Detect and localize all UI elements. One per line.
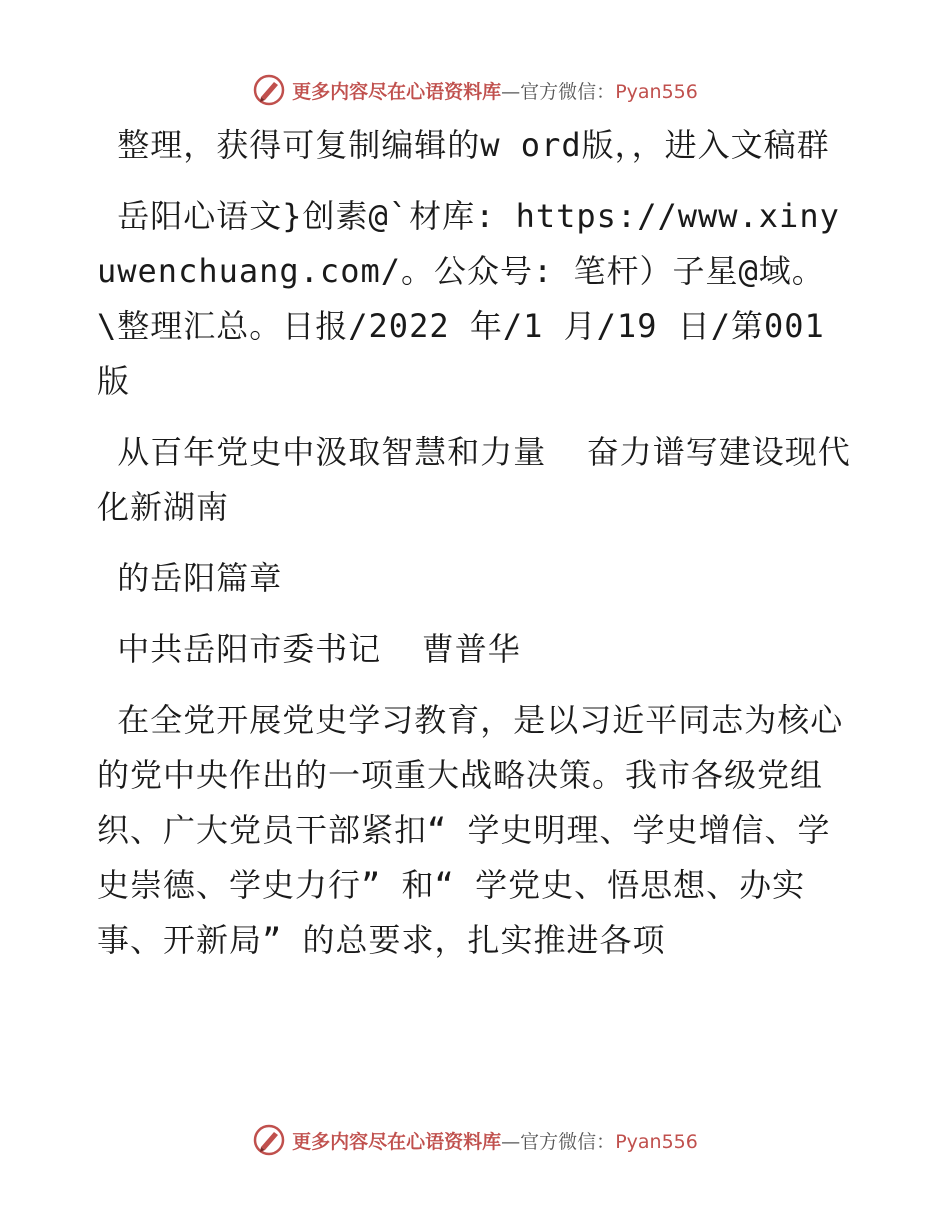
banner-text xyxy=(292,1127,698,1154)
article-title-line-1: 从百年党史中汲取智慧和力量 奋力谱写建设现代化新湖南 xyxy=(97,433,851,526)
paragraph-body: 在全党开展党史学习教育，是以习近平同志为核心的党中央作出的一项重大战略决策。我市各级党组织、广大党员干部紧扣“ 学史明理、学史增信、学史崇德、学史力行” 和“ 学党史、悟思想、办实事、开新局” 的总要求，扎实推进各项 xyxy=(97,701,844,959)
banner-official-text: —官方微信： xyxy=(501,80,616,103)
banner-wechat-id: Pyan556 xyxy=(615,80,698,103)
header-banner xyxy=(0,70,950,110)
document-body xyxy=(97,118,857,968)
pen-circle-logo-icon xyxy=(252,1123,286,1157)
article-title-line-2: 的岳阳篇章 xyxy=(97,559,283,597)
banner-brand-text: 更多内容尽在心语资料库 xyxy=(292,80,502,103)
banner-official-text: —官方微信： xyxy=(501,1130,616,1153)
banner-text xyxy=(292,77,698,104)
banner-brand-text: 更多内容尽在心语资料库 xyxy=(292,1130,502,1153)
article-author: 中共岳阳市委书记 曹普华 xyxy=(97,630,521,668)
paragraph-intro: 整理，获得可复制编辑的w ord版，，进入文稿群 xyxy=(97,126,830,164)
banner-wechat-id: Pyan556 xyxy=(615,1130,698,1153)
footer-banner xyxy=(0,1120,950,1160)
paragraph-source-info: 岳阳心语文}创素@`材库: https://www.xinyuwenchuang.com/。公众号: 笔杆）子星@域。\整理汇总。日报/2022 年/1 月/19 日/第001 版 xyxy=(97,197,846,400)
pen-circle-logo-icon xyxy=(252,73,286,107)
